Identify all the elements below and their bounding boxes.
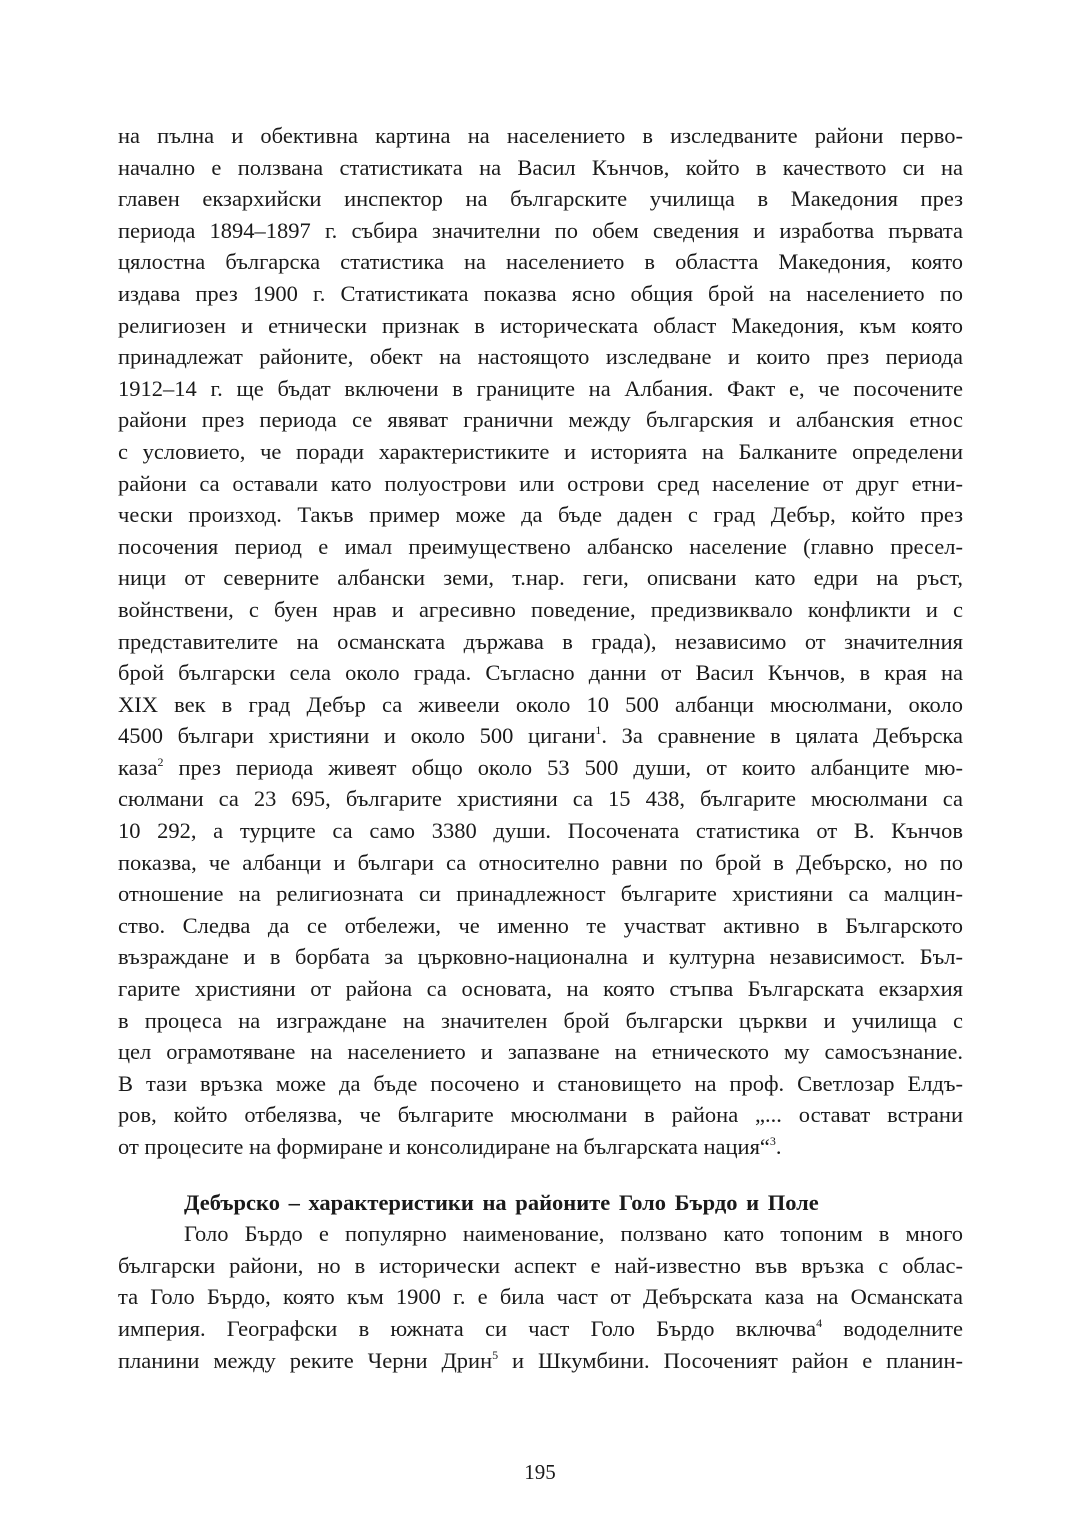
text-line xyxy=(118,1313,963,1345)
text-line: сюлмани са 23 695, българите християни са 15 438, българите мюсюлмани са xyxy=(118,786,963,812)
section-heading: Дебърско – характеристики на районите Голо Бърдо и Поле xyxy=(184,1189,819,1215)
text-line: цел ограмотяване на населението и запазване на етническото му самосъзнание. xyxy=(118,1039,963,1065)
text-line: чески произход. Такъв пример може да бъде даден с град Дебър, който през xyxy=(118,502,963,528)
text-line: издава през 1900 г. Статистиката показва ясно общия брой на населението по xyxy=(118,280,963,306)
text-line: ров, който отбелязва, че българите мюсюлмани в района „... остават встрани xyxy=(118,1102,963,1128)
footnote-ref-1[interactable]: 1 xyxy=(595,723,602,738)
text-segment: империя. Географски в южната си част Голо Бърдо включва xyxy=(118,1315,817,1341)
text-line: отношение на религиозната си принадлежност българите християни са малцин- xyxy=(118,881,963,907)
text-line: принадлежат районите, обект на настоящото изследване и които през периода xyxy=(118,344,963,370)
paragraph-golo-bardo xyxy=(118,1218,963,1376)
text-line xyxy=(118,720,963,752)
text-line: възраждане и в борбата за църковно-национална и културна независимост. Бъл- xyxy=(118,944,963,970)
text-line: представителите на османската държава в града), независимо от значителния xyxy=(118,628,963,654)
text-segment: . xyxy=(775,1134,782,1159)
text-line: райони са оставали като полуострови или острови сред население от друг етни- xyxy=(118,470,963,496)
footnote-ref-3[interactable]: 3 xyxy=(769,1134,776,1148)
text-line: цялостна българска статистика на населението в областта Македония, която xyxy=(118,249,963,275)
text-line: главен екзархийски инспектор на българските училища в Македония през xyxy=(118,186,963,212)
text-line: та Голо Бърдо, която към 1900 г. е била част от Дебърската каза на Османската xyxy=(118,1284,963,1310)
text-line: периода 1894–1897 г. събира значителни по обем сведения и изработва първата xyxy=(118,217,963,243)
text-segment: каза xyxy=(118,754,158,780)
text-segment: и Шкумбини. Посоченият район е планин- xyxy=(498,1347,963,1373)
text-line: начално е ползвана статистиката на Васил Кънчов, който в качеството си на xyxy=(118,154,963,180)
text-line: брой български села около града. Съгласно данни от Васил Кънчов, в края на xyxy=(118,660,963,686)
text-line xyxy=(118,752,963,784)
text-line: в процеса на изграждане на значителен брой български църкви и училища с xyxy=(118,1007,963,1033)
text-segment: . За сравнение в цялата Дебърска xyxy=(601,723,964,749)
text-line: XIX век в град Дебър са живеели около 10 500 албанци мюсюлмани, около xyxy=(118,691,963,717)
text-line: с условието, че поради характеристиките и историята на Балканите определени xyxy=(118,438,963,464)
text-line: посочения период е имал преимуществено албанско население (главно пресел- xyxy=(118,533,963,559)
text-line: 1912–14 г. ще бъдат включени в границите на Албания. Факт е, че посочените xyxy=(118,375,963,401)
text-line: религиозен и етнически признак в историческата област Македония, към която xyxy=(118,312,963,338)
text-line: войнствени, с буен нрав и агресивно поведение, предизвиквало конфликти и с xyxy=(118,596,963,622)
text-line: райони през периода се явяват гранични между българския и албанския етнос xyxy=(118,407,963,433)
document-page xyxy=(118,120,963,1376)
text-line: на пълна и обективна картина на населението в изследваните райони перво- xyxy=(118,123,963,148)
text-line: показва, че албанци и българи са относително равни по брой в Дебърско, но по xyxy=(118,849,963,875)
text-line: гарите християни от района са основата, на която стъпва Българската екзархия xyxy=(118,976,963,1002)
footnote-ref-4[interactable]: 4 xyxy=(816,1315,823,1330)
text-line: Голо Бърдо е популярно наименование, ползвано като топоним в много xyxy=(184,1221,963,1247)
text-line: В тази връзка може да бъде посочено и становището на проф. Светлозар Елдъ- xyxy=(118,1070,963,1096)
footnote-ref-2[interactable]: 2 xyxy=(157,754,164,769)
text-segment: вододелните xyxy=(822,1315,963,1341)
text-segment: планини между реките Черни Дрин xyxy=(118,1347,493,1373)
text-line: ство. Следва да се отбележи, че именно те участват активно в Българското xyxy=(118,912,963,938)
footnote-ref-5[interactable]: 5 xyxy=(492,1347,499,1362)
text-line xyxy=(118,1345,963,1377)
text-line: български райони, но в исторически аспект е най-известно във връзка с облас- xyxy=(118,1252,963,1278)
page-number: 195 xyxy=(524,1460,556,1484)
text-line xyxy=(118,1131,963,1163)
text-line: ници от северните албански земи, т.нар. геги, описвани като едри на ръст, xyxy=(118,565,963,591)
text-segment: от процесите на формиране и консолидиране на българската нация“ xyxy=(118,1134,770,1159)
text-segment: 4500 българи християни и около 500 цигани xyxy=(118,723,596,749)
text-segment: през периода живеят общо около 53 500 души, от които албанците мю- xyxy=(163,754,963,780)
paragraph-kanchov-statistics xyxy=(118,120,963,1163)
text-line: 10 292, а турците са само 3380 души. Посочената статистика от В. Кънчов xyxy=(118,818,963,844)
